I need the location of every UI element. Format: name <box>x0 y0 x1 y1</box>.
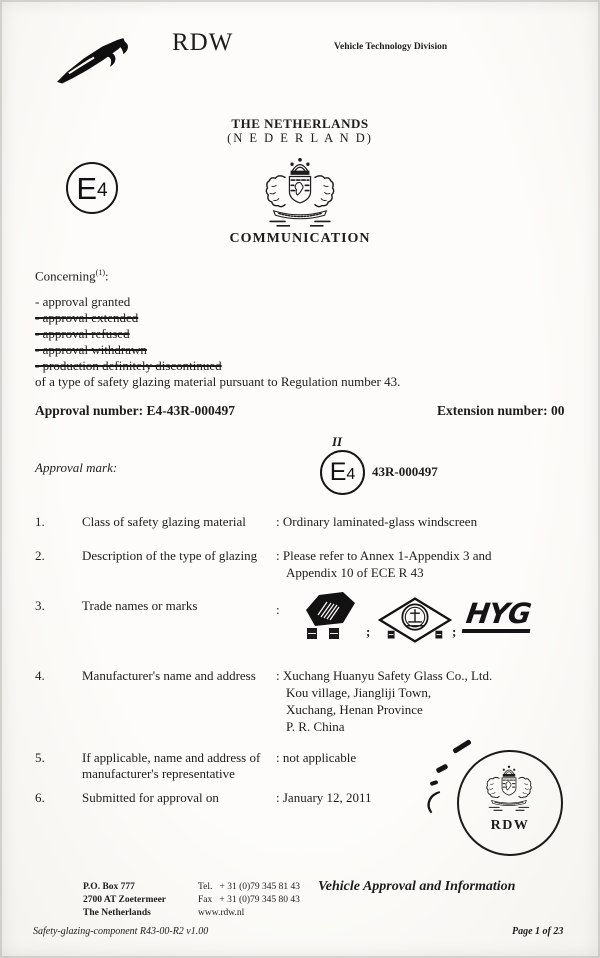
item-6-number: 6. <box>35 790 45 805</box>
country-title: THE NETHERLANDS <box>231 116 369 131</box>
item-1-number: 1. <box>35 514 45 529</box>
concerning-option-extended: - approval extended <box>35 310 139 325</box>
item-5-label-line2: manufacturer's representative <box>82 766 235 781</box>
item-1-label: Class of safety glazing material <box>82 514 246 529</box>
approval-mark-label: Approval mark: <box>35 460 118 475</box>
footer-department: Vehicle Approval and Information <box>318 879 516 894</box>
netherlands-coat-of-arms-icon <box>256 156 344 234</box>
footer-website: www.rdw.nl <box>198 908 245 918</box>
extension-number: Extension number: 00 <box>437 403 565 418</box>
doc-reference: Safety-glazing-component R43-00-R2 v1.00 <box>33 926 209 937</box>
item-4-value-line1: : Xuchang Huanyu Safety Glass Co., Ltd. <box>276 668 493 683</box>
e4-approval-mark-badge <box>66 162 118 214</box>
stamp-text: RDW <box>490 818 530 833</box>
item-5-label-line1: If applicable, name and address of <box>82 750 261 765</box>
item-4-value-line2: Kou village, Jiangliji Town, <box>286 685 432 700</box>
page-number: Page 1 of 23 <box>512 926 564 937</box>
item-5-value: : not applicable <box>276 750 357 765</box>
footer-address-line2: 2700 AT Zoetermeer <box>83 895 167 905</box>
footer-tel: Tel. + 31 (0)79 345 81 43 <box>198 882 301 892</box>
approval-mark-number: 43R-000497 <box>372 464 438 479</box>
approval-number: Approval number: E4-43R-000497 <box>35 403 236 418</box>
country-native-title: (N E D E R L A N D) <box>227 131 373 145</box>
brand-title: RDW <box>172 29 234 56</box>
concerning-heading <box>35 268 109 284</box>
concerning-subject: of a type of safety glazing material pursuant to Regulation number 43. <box>35 374 401 389</box>
item-3-number: 3. <box>35 598 45 613</box>
item-2-label: Description of the type of glazing <box>82 548 258 563</box>
huanyu-hexagon-mark-icon <box>298 590 360 628</box>
item-3-colon: : <box>276 602 280 617</box>
item-6-label: Submitted for approval on <box>82 790 219 805</box>
hyg-wordmark-text: HYG <box>462 601 534 633</box>
logo-separator: ; <box>452 624 457 639</box>
rdw-wing-logo-icon <box>52 34 136 86</box>
concerning-option-production: - production definitely discontinued <box>35 358 222 373</box>
item-5-number: 5. <box>35 750 45 765</box>
concerning-label: Concerning <box>35 268 96 284</box>
concerning-colon: : <box>104 268 109 284</box>
item-4-value-line4: P. R. China <box>286 719 345 734</box>
stamp-stroke <box>430 780 439 786</box>
e-mark-digit: 4 <box>97 179 108 201</box>
hyg-wordmark <box>464 597 533 633</box>
mark-e-digit: 4 <box>346 465 356 483</box>
stamp-stroke <box>452 739 472 754</box>
concerning-option-refused: - approval refused <box>35 326 130 341</box>
approval-mark-class: II <box>332 434 343 449</box>
rdw-round-stamp-icon <box>457 750 563 856</box>
item-3-label: Trade names or marks <box>82 598 198 613</box>
item-2-value-line2: Appendix 10 of ECE R 43 <box>286 565 424 580</box>
item-4-value-line3: Xuchang, Henan Province <box>286 702 423 717</box>
concerning-option-granted: - approval granted <box>35 294 131 309</box>
footer-fax: Fax + 31 (0)79 345 80 43 <box>198 895 300 905</box>
item-6-value: : January 12, 2011 <box>276 790 372 805</box>
cjk-character-mark <box>330 629 338 638</box>
huanyu-diamond-mark-icon <box>378 596 452 644</box>
footer-address-line3: The Netherlands <box>83 908 151 918</box>
e4-approval-mark-small-badge <box>320 450 365 495</box>
mark-e-letter: E <box>329 458 347 486</box>
item-2-number: 2. <box>35 548 45 563</box>
item-4-label: Manufacturer's name and address <box>82 668 256 683</box>
cjk-character-mark <box>308 629 316 638</box>
item-4-number: 4. <box>35 668 45 683</box>
e-mark-letter: E <box>76 170 98 206</box>
item-2-value-line1: : Please refer to Annex 1-Appendix 3 and <box>276 548 492 563</box>
item-1-value: : Ordinary laminated-glass windscreen <box>276 514 478 529</box>
concerning-footnote: (1) <box>95 268 105 277</box>
doc-title: COMMUNICATION <box>229 231 371 246</box>
logo-separator: ; <box>366 624 371 639</box>
stamp-stroke <box>436 763 449 773</box>
division-title: Vehicle Technology Division <box>334 42 448 52</box>
concerning-option-withdrawn: - approval withdrawn <box>35 342 147 357</box>
footer-address-line1: P.O. Box 777 <box>83 882 135 892</box>
stamp-crescent-stroke <box>422 787 444 817</box>
stamp-coat-of-arms-icon <box>480 764 538 816</box>
